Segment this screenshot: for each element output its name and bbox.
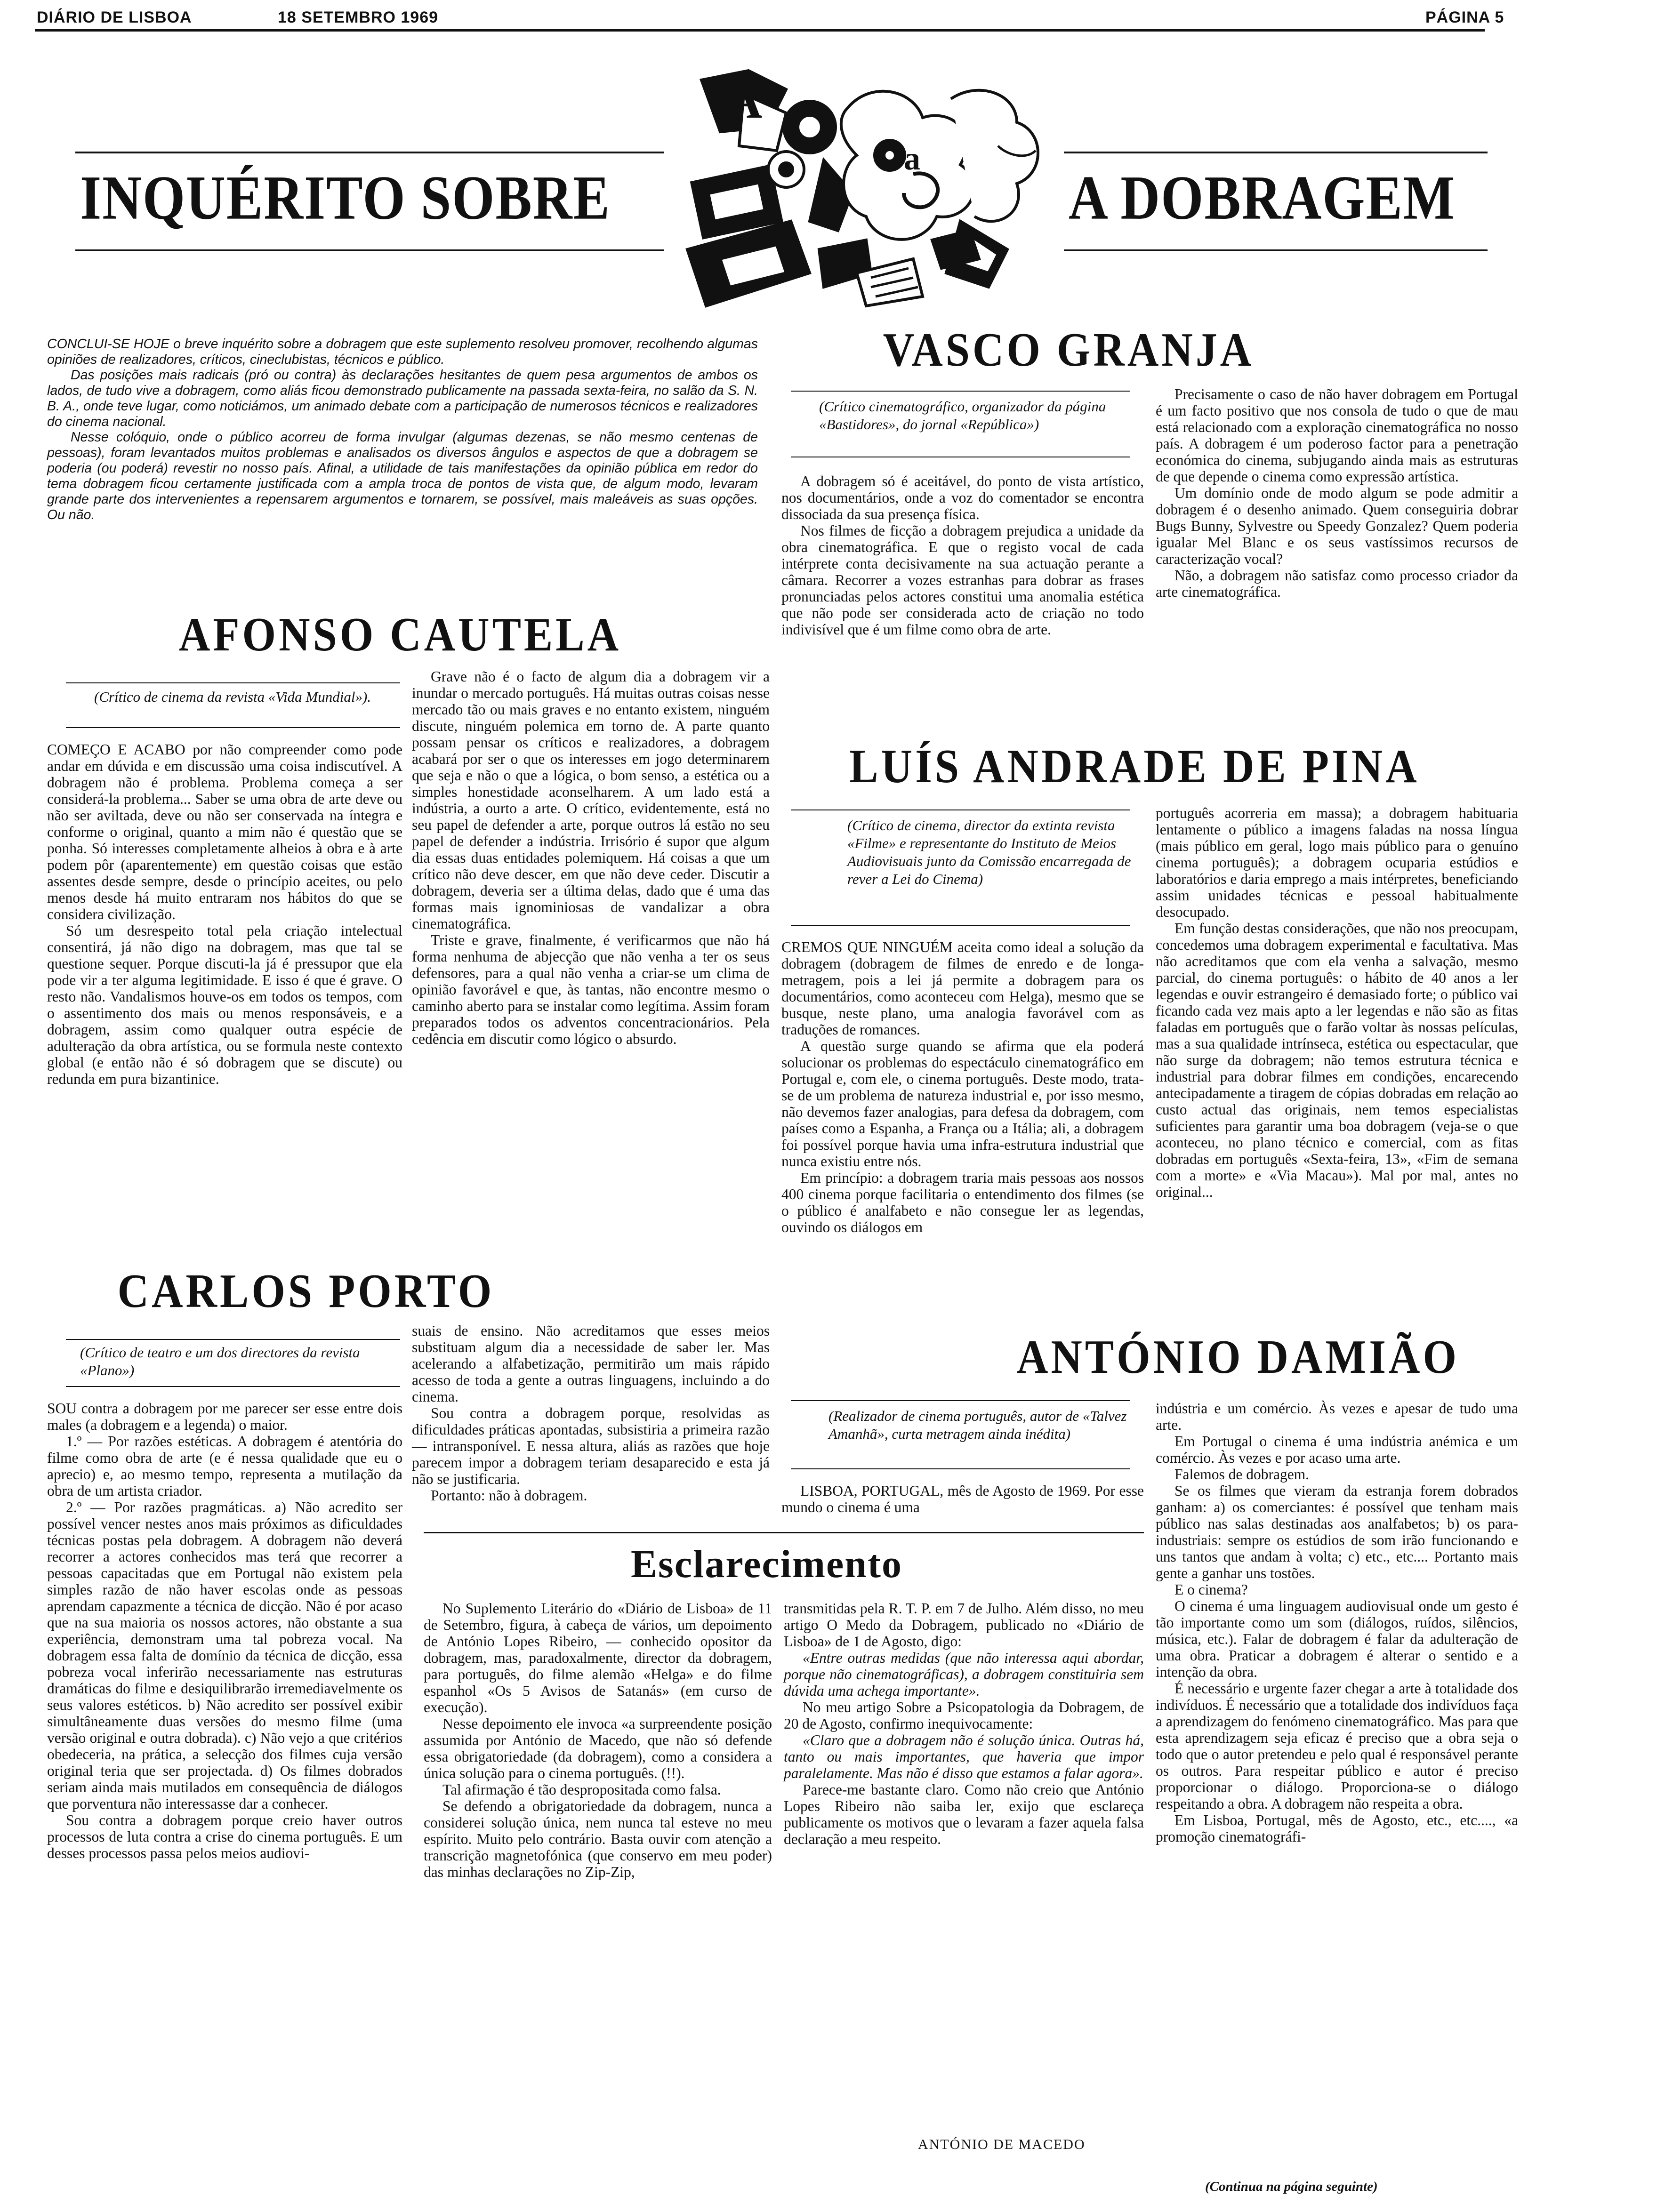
title-rule-right	[1064, 152, 1488, 153]
antonio-damiao-heading: ANTÓNIO DAMIÃO	[1016, 1330, 1460, 1384]
afonso-paragraph: Só um desrespeito total pela criação intelectual consentirá, já não digo na dobragem, mas que tal se questione sequer. Porque discuti-la já é pressupor que ela pode vir a ter alguma legitimidade. E isso é que é grave. O resto não. Vandalismos houve-os em todos os tempos, com o assentimento dos mais ou menos responsáveis, e a dobragem, assim como qualquer outra espécie de adulteração da obra artística, ou se formula neste contexto global (e então não é só dobragem que se discute) ou redunda em pura bizantinice.	[47, 922, 402, 1087]
afonso-column-1	[47, 741, 402, 1087]
esclarecimento-paragraph: «Entre outras medidas (que não interessa aqui abordar, porque não cinematográficas), a dobragem constituiria sem dúvida uma achega importante».	[784, 1650, 1144, 1699]
luis-column-1	[781, 939, 1144, 1235]
title-rule-left	[75, 152, 664, 153]
intro-paragraph: Das posições mais radicais (pró ou contra) às declarações hesitantes de quem pesa argumentos de ambos os lados, de tudo vive a dobragem, como aliás ficou demonstrado publicamente na passada sexta-feira, no salão da S. N. B. A., onde teve lugar, como noticiámos, um animado debate com a participação de numerosos técnicos e realizadores do cinema nacional.	[47, 368, 758, 429]
antonio-paragraph: indústria e um comércio. Às vezes e apesar de tudo uma arte.	[1156, 1400, 1518, 1433]
vasco-column-1	[781, 473, 1144, 638]
luis-paragraph: Em função destas considerações, que não nos preocupam, concedemos uma dobragem experimental e facultativa. Mas não acreditamos que com ela venha a salvação, mesmo parcial, do cinema português: o hábito de 40 anos a ler legendas e ouvir estrangeiro é demasiado forte; o público vai ficando cada vez mais apto a ler legendas e não são as fitas faladas em português que o farão voltar às nossas películas, mas a sua qualidade intrínseca, estética ou espectacular, que não surge da dobragem; não temos estrutura técnica e industrial para dobrar filmes em condições, encarecendo antecipadamente a tiragem de cópias dobradas em relação ao custo actual das originais, nem temos especialistas suficientes para garantir uma boa dobragem (veja-se o que aconteceu, no plano técnico e comercial, com as fitas dobradas em português «Sexta-feira, 13», «Fim de semana com a morte» e «Via Macau»). Mal por mal, antes no original...	[1156, 920, 1518, 1200]
carlos-paragraph: SOU contra a dobragem por me parecer ser esse entre dois males (a dobragem e a legenda) o maior.	[47, 1400, 402, 1433]
title-rule-left-bottom	[75, 249, 664, 251]
esclarecimento-heading: Esclarecimento	[631, 1542, 902, 1586]
esclarecimento-column-1	[424, 1600, 772, 1880]
antonio-paragraph: Se os filmes que vieram da estranja forem dobrados ganham: a) os comerciantes: é possível que tenham mais público nas salas destinadas aos analfabetos; b) os para-industriais: sempre os estúdios de som irão funcionando e uns tantos que andam à volta; c) etc., etc.... Portanto mais gente a ganhar uns tostões.	[1156, 1483, 1518, 1581]
antonio-paragraph: É necessário e urgente fazer chegar a arte à totalidade dos indivíduos. É necessário que a totalidade dos indivíduos faça a aprendizagem do fenómeno cinematográfico. Mas para que esta aprendizagem seja eficaz é preciso que a obra seja o todo que o autor pretendeu e pelo qual é responsável perante os outros. Para respeitar público e autor é preciso proporcionar o diálogo. Proporciona-se o diálogo respeitando a obra. A dobragem não respeita a obra.	[1156, 1680, 1518, 1812]
issue-date: 18 SETEMBRO 1969	[278, 8, 439, 26]
luis-column-2	[1156, 805, 1518, 1200]
newspaper-name: DIÁRIO DE LISBOA	[37, 8, 192, 26]
esclarecimento-paragraph: Se defendo a obrigatoriedade da dobragem, nunca a considerei solução única, nem nunca tal esteve no meu espírito. Muito pelo contrário. Basta ouvir com atenção a transcrição magnetofónica (que conservo em meu poder) das minhas declarações no Zip-Zip,	[424, 1798, 772, 1880]
carlos-credit: (Crítico de teatro e um dos directores da revista «Plano»)	[80, 1344, 360, 1378]
afonso-cautela-heading: AFONSO CAUTELA	[178, 608, 622, 661]
signature: ANTÓNIO DE MACEDO	[918, 2137, 1086, 2152]
esclarecimento-paragraph: No Suplemento Literário do «Diário de Lisboa» de 11 de Setembro, figura, à cabeça de vários, um depoimento de António Lopes Ribeiro, — conhecido opositor da dobragem, mas, paradoxalmente, director da dobragem, para português, do filme alemão «Helga» e do filme espanhol «Os 5 Avisos de Satanás» (em curso de execução).	[424, 1600, 772, 1715]
antonio-paragraph: O cinema é uma linguagem audiovisual onde um gesto é tão importante como um som (diálogos, ruídos, silêncios, música, etc.). Falar de dobragem é falar da adulteração de uma obra. Praticar a dobragem é alterar o sentido e a intenção da obra.	[1156, 1598, 1518, 1680]
credit-rule	[791, 809, 1130, 810]
esclarecimento-paragraph: Tal afirmação é tão despropositada como falsa.	[442, 1781, 721, 1798]
vasco-paragraph: Um domínio onde de modo algum se pode admitir a dobragem é o desenho animado. Quem conseguiria dobrar Bugs Bunny, Sylvestre ou Speedy Gonzalez? Quem poderia igualar Mel Blanc e os seus vastíssimos recursos de caracterização vocal?	[1156, 485, 1518, 567]
afonso-column-2	[412, 668, 770, 1047]
credit-rule	[66, 727, 400, 728]
antonio-paragraph: LISBOA, PORTUGAL, mês de Agosto de 1969. Por esse mundo o cinema é uma	[781, 1483, 1144, 1515]
luis-paragraph: CREMOS QUE NINGUÉM aceita como ideal a solução da dobragem (dobragem de filmes de enredo e de longa-metragem, pois a lei já permite a dobragem para os documentários, como aconteceu com Helga), mesmo que se busque, neste plano, uma analogia favorável com as traduções de romances.	[781, 939, 1144, 1038]
carlos-paragraph: 1.º — Por razões estéticas. A dobragem é atentória do filme como obra de arte (e é nessa qualidade que eu o aprecio) e, ao mesmo tempo, representa a mutilação da obra de um artista criador.	[47, 1433, 402, 1499]
credit-rule	[66, 1339, 400, 1340]
intro-paragraph: Nesse colóquio, onde o público acorreu de forma invulgar (algumas dezenas, se não mesmo centenas de pessoas), foram levantados muitos problemas e analisados os diversos ângulos e aspectos de que a dobragem se poderia (ou poderá) revestir no nosso país. Afinal, a utilidade de tais manifestações da opinião pública em redor do tema dobragem ficou certamente justificada com a ampla troca de pontos de vista que, de algum modo, levaram grande parte dos intervenientes a repensarem argumentos e tornarem, se possível, mais maleáveis as suas opções. Ou não.	[47, 430, 758, 522]
vasco-paragraph: Nos filmes de ficção a dobragem prejudica a unidade da obra cinematográfica. E que o registo vocal de cada intérprete conta decisivamente na sua actuação perante a câmara. Recorrer a vozes estranhas para dobrar as frases pronunciadas pelos actores constitui uma anomalia estética que não pode ser considerada acto de criação no todo indivisível que é um filme como obra de arte.	[781, 522, 1144, 638]
afonso-paragraph: Triste e grave, finalmente, é verificarmos que não há forma nenhuma de abjecção que não venha a ter os seus defensores, para a qual não venha a criar-se um clima de opinião favorável e que, às tantas, não encontre mesmo o caminho aberto para se instalar como legítima. Assim foram preparados todos os adventos concentracionários. Pela cedência em discutir como lógico o absurdo.	[412, 932, 770, 1047]
antonio-column-2	[1156, 1400, 1518, 1845]
esclarecimento-paragraph: transmitidas pela R. T. P. em 7 de Julho. Além disso, no meu artigo O Medo da Dobragem, publicado no «Diário de Lisboa» de 1 de Agosto, digo:	[784, 1600, 1144, 1650]
antonio-intro	[781, 1483, 1144, 1515]
letter-a-glyph: A	[725, 72, 763, 129]
vasco-paragraph: A dobragem só é aceitável, do ponto de vista artístico, nos documentários, onde a voz do comentador se encontra dissociada da sua presença física.	[781, 473, 1144, 522]
vasco-paragraph: Não, a dobragem não satisfaz como processo criador da arte cinematográfica.	[1156, 567, 1518, 600]
luis-paragraph: português acorreria em massa); a dobragem habituaria lentamente o público a imagens faladas na nossa língua (mais público em geral, logo mais público para o genuíno cinema português); a dobragem ocuparia estúdios e laboratórios e daria emprego a mais intérpretes, beneficiando assim unidades técnicas e pessoal habitualmente desocupado.	[1156, 805, 1518, 920]
vasco-credit: (Crítico cinematográfico, organizador da página «Bastidores», do jornal «República»)	[819, 398, 1106, 433]
luis-credit: (Crítico de cinema, director da extinta revista «Filme» e representante do Instituto de Meios Audiovisuais junto da Comissão encarregada de rever a Lei do Cinema)	[847, 817, 1131, 887]
headline-right: A DOBRAGEM	[1069, 163, 1456, 233]
afonso-credit: (Crítico de cinema da revista «Vida Mundial»).	[94, 689, 371, 705]
page-number: PÁGINA 5	[1425, 8, 1504, 26]
headline-left: INQUÉRITO SOBRE	[80, 163, 611, 233]
carlos-paragraph: Sou contra a dobragem porque, resolvidas as dificuldades práticas apontadas, subsistiria a primeira razão — intransponível. E nessa altura, aliás as razões que hoje parecem impor a dobragem teriam desaparecido e esta já não se justificaria.	[412, 1405, 770, 1487]
esclarecimento-paragraph: «Claro que a dobragem não é solução única. Outras há, tanto ou mais importantes, que haveria que impor paralelamente. Mas não é disso que estamos a falar agora».	[784, 1732, 1144, 1781]
letter-a-small-glyph: a	[904, 141, 920, 177]
carlos-porto-heading: CARLOS PORTO	[117, 1264, 495, 1318]
carlos-column-2	[412, 1322, 770, 1504]
vasco-column-2	[1156, 386, 1518, 600]
credit-rule	[791, 1400, 1130, 1401]
esclarecimento-paragraph: No meu artigo Sobre a Psicopatologia da Dobragem, de 20 de Agosto, confirmo inequivocamente:	[784, 1699, 1144, 1732]
credit-rule	[66, 1386, 400, 1387]
vasco-paragraph: Precisamente o caso de não haver dobragem em Portugal é um facto positivo que nos consola de tudo o que de mau está relacionado com a exploração cinematográfica no nosso país. A dobragem é um poderoso factor para a penetração económica do cinema, subjugando ainda mais as estruturas de que depende o cinema como expressão artística.	[1156, 386, 1518, 485]
credit-rule	[791, 391, 1130, 392]
antonio-paragraph: E o cinema?	[1174, 1581, 1248, 1598]
antonio-paragraph: Falemos de dobragem.	[1174, 1466, 1310, 1483]
credit-rule	[791, 925, 1130, 926]
esclarecimento-column-2	[784, 1600, 1144, 1847]
antonio-paragraph: Em Lisboa, Portugal, mês de Agosto, etc., etc...., «a promoção cinematográfi-	[1156, 1812, 1518, 1845]
carlos-paragraph: 2.º — Por razões pragmáticas. a) Não acredito ser possível vencer nestes anos mais próximos as dificuldades técnicas postas pela dobragem. A dobragem não deverá recorrer a actores conhecidos mas terá que recorrer a pessoas capacitadas que em Portugal não existem pela simples razão de não haver escolas onde as pessoas aprendam capazmente a técnica de dicção. Não é por acaso que na sua maioria os nossos actores, não obstante a sua experiência, demonstram uma tal pobreza vocal. Na dobragem essa falta de domínio da técnica de dicção, essa pobreza vocal inferirão necessariamente nas estruturas dramáticas do filme e desiquilibrarão irremediavelmente os seus valores estéticos. b) Não acredito ser possível exibir simultâneamente duas versões do mesmo filme (uma versão original e outra dobrada). c) Não vejo a que critérios obedeceria, na prática, a selecção dos filmes cuja versão original teria que ser projectada. d) Os filmes dobrados seriam ainda mais mutilados em consequência de diálogos que porventura não interessasse dar a conhecer.	[47, 1499, 402, 1812]
credit-rule	[791, 1468, 1130, 1469]
luis-paragraph: A questão surge quando se afirma que ela poderá solucionar os problemas do espectáculo cinematográfico em Portugal e, com ele, o cinema português. Deste modo, trata-se de um problema de natureza industrial e, por isso mesmo, não devemos fazer analogias, para defesa da dobragem, com países como a Espanha, a França ou a Itália; ali, a dobragem foi possível porque havia uma infra-estrutura industrial que nunca existiu entre nós.	[781, 1038, 1144, 1170]
header-rule	[35, 29, 1485, 32]
carlos-paragraph: Sou contra a dobragem porque creio haver outros processos de luta contra a crise do cinema português. E um desses processos passa pelos meios audiovi-	[47, 1812, 402, 1861]
esclarecimento-paragraph: Nesse depoimento ele invoca «a surpreendente posição assumida por António de Macedo, que não só defende essa obrigatoriedade (da dobragem), como a considera a única solução para o cinema português. (!!).	[424, 1715, 772, 1781]
vasco-granja-heading: VASCO GRANJA	[883, 323, 1255, 377]
intro-paragraph: CONCLUI-SE HOJE o breve inquérito sobre a dobragem que este suplemento resolveu promover, recolhendo algumas opiniões de realizadores, críticos, cineclubistas, técnicos e público.	[47, 337, 758, 367]
antonio-credit: (Realizador de cinema português, autor de «Talvez Amanhã», curta metragem ainda inédita)	[828, 1408, 1127, 1442]
antonio-paragraph: Em Portugal o cinema é uma indústria anémica e um comércio. Às vezes e por acaso uma arte.	[1156, 1433, 1518, 1466]
carlos-column-1	[47, 1400, 402, 1861]
continued-note: (Continua na página seguinte)	[1205, 2179, 1378, 2194]
carlos-paragraph: Portanto: não à dobragem.	[431, 1487, 587, 1504]
credit-rule	[66, 682, 400, 683]
luis-andrade-de-pina-heading: LUÍS ANDRADE DE PINA	[849, 739, 1420, 793]
esclarecimento-paragraph: Parece-me bastante claro. Como não creio que António Lopes Ribeiro não saiba ler, exijo que esclareça publicamente os motivos que o levaram a fazer aquela falsa declaração a meu respeito.	[784, 1781, 1144, 1847]
box-rule-top	[424, 1532, 1144, 1533]
afonso-paragraph: Grave não é o facto de algum dia a dobragem vir a inundar o mercado português. Há muitas outras coisas nesse mercado tão ou mais graves e no entanto existem, ninguém discute, ninguém polemica em torno de. A parte quanto possam pensar os críticos e realizadores, a dobragem acabará por ser o que os interesses em jogo determinarem que seja e não o que a lógica, o bom senso, a estética ou a simples honestidade aconselharem. A um lado está a indústria, a ourto a arte. O crítico, evidentemente, está no seu papel de defender a arte, porque outros lá estão no seu papel de defender a indústria. Irrisório é supor que algum dia essas duas entidades polemiquem. Há coisas a que um crítico não deve descer, em que não deve ceder. Discutir a dobragem, deveria ser a última delas, dado que é uma das formas mais ignominiosas de vandalizar a obra cinematográfica.	[412, 668, 770, 932]
dubbing-illustration	[668, 52, 1064, 315]
afonso-paragraph: COMEÇO E ACABO por não compreender como pode andar em dúvida e em discussão uma coisa indiscutível. A dobragem não é problema. Problema começa a ser considerá-la problema... Saber se uma obra de arte deve ou não ser aviltada, deve ou não ser conservada na íntegra e conforme o original, quanto a mim não é questão que se ponha. Só interesses completamente alheios à obra e à arte podem pôr (aparentemente) em questão coisas que estão assentes desde sempre, desde o princípio aceites, ou pelo menos desde há muito entraram nos hábitos do que se considera civilização.	[47, 741, 402, 922]
carlos-paragraph: suais de ensino. Não acreditamos que esses meios substituam algum dia a necessidade de saber ler. Mas acelerando a alfabetização, permitirão um mais rápido acesso de toda a gente a outras linguagens, incluindo a do cinema.	[412, 1322, 770, 1405]
luis-paragraph: Em princípio: a dobragem traria mais pessoas aos nossos 400 cinema porque facilitaria o entendimento dos filmes (se o público é analfabeto e não consegue ler as legendas, ouvindo os diálogos em	[781, 1170, 1144, 1235]
intro-text	[47, 337, 758, 523]
title-rule-right-bottom	[1064, 249, 1488, 251]
